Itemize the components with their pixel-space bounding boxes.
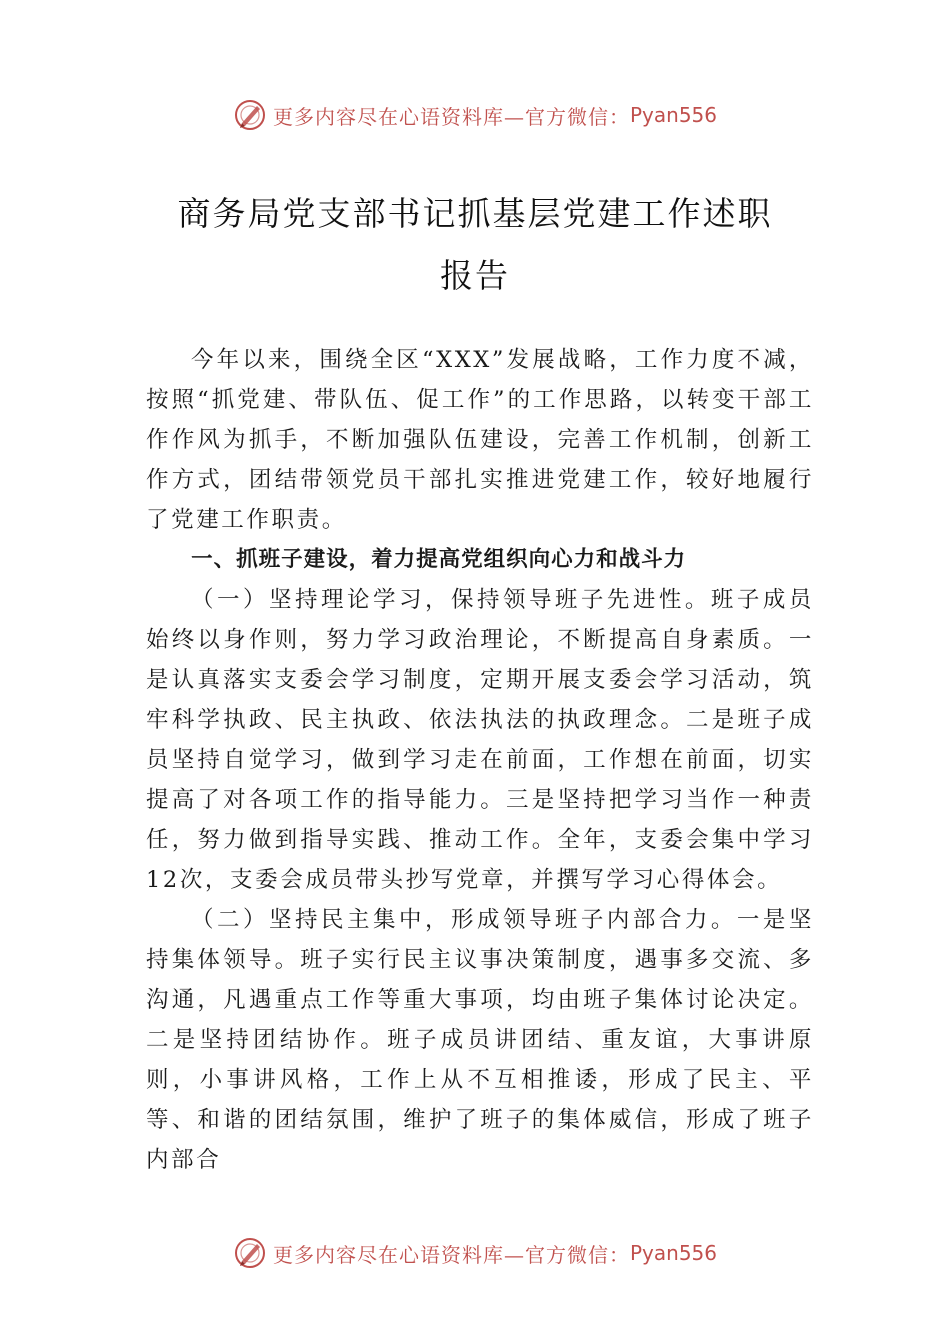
brush-logo-icon [233, 1236, 267, 1270]
intro-paragraph: 今年以来，围绕全区“XXX”发展战略，工作力度不减，按照“抓党建、带队伍、促工作”的工作思路，以转变干部工作作风为抓手，不断加强队伍建设，完善工作机制，创新工作方式，团结带领党员干部扎实推进党建工作，较好地履行了党建工作职责。 [146, 347, 814, 533]
paragraph-2: （二）坚持民主集中，形成领导班子内部合力。一是坚持集体领导。班子实行民主议事决策制度，遇事多交流、多沟通，凡遇重点工作等重大事项，均由班子集体讨论决定。二是坚持团结协作。班子成员讲团结、重友谊，大事讲原则，小事讲风格，工作上从不互相推诿，形成了民主、平等、和谐的团结氛围，维护了班子的集体威信，形成了班子内部合 [146, 907, 814, 1173]
watermark-banner-top [0, 95, 950, 135]
brush-logo-icon [233, 98, 267, 132]
watermark-wechat-id: Pyan556 [629, 1241, 717, 1265]
document-title-line2: 报告 [440, 256, 510, 295]
document-body [146, 340, 814, 1180]
watermark-text: 更多内容尽在心语资料库—官方微信： [272, 104, 630, 129]
section1-heading: 一、抓班子建设，着力提高党组织向心力和战斗力 [191, 547, 687, 572]
document-title-line1: 商务局党支部书记抓基层党建工作述职 [177, 194, 773, 233]
paragraph-1: （一）坚持理论学习，保持领导班子先进性。班子成员始终以身作则，努力学习政治理论，不断提高自身素质。一是认真落实支委会学习制度，定期开展支委会学习活动，筑牢科学执政、民主执政、依法执法的执政理念。二是班子成员坚持自觉学习，做到学习走在前面，工作想在前面，切实提高了对各项工作的指导能力。三是坚持把学习当作一种责任，努力做到指导实践、推动工作。全年，支委会集中学习12次，支委会成员带头抄写党章，并撰写学习心得体会。 [146, 587, 814, 893]
watermark-wechat-id: Pyan556 [629, 103, 717, 127]
watermark-text: 更多内容尽在心语资料库—官方微信： [272, 1242, 630, 1267]
watermark-banner-bottom [0, 1233, 950, 1273]
